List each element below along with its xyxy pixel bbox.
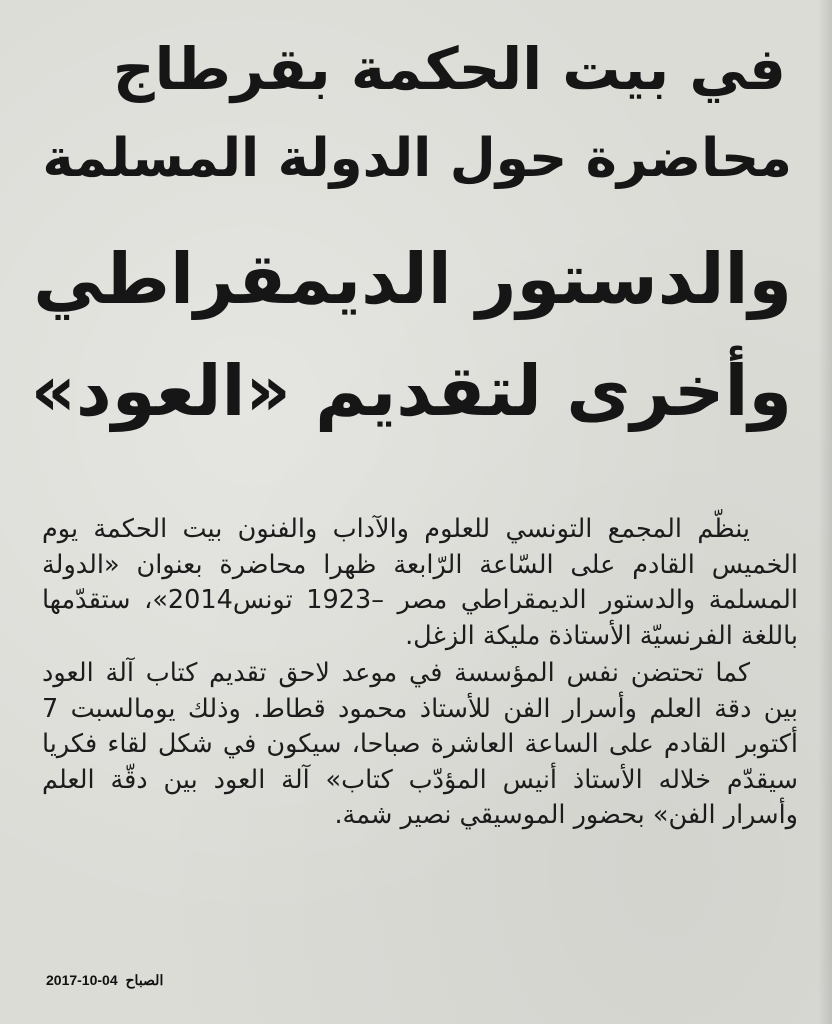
source-stamp: [46, 972, 163, 989]
article-paragraph-2: كما تحتضن نفس المؤسسة في موعد لاحق تقديم كتاب آلة العود بين دقة العلم وأسرار الفن للأستاذ محمود قطاط. وذلك يومالسبت 7 أكتوبر القادم على الساعة العاشرة صباحا، سيكون في شكل لقاء فكريا سيقدّم خلاله الأستاذ أنيس المؤدّب كتاب» آلة العود بين دقّة العلم وأسرار الفن» بحضور الموسيقي نصير شمة.: [42, 658, 798, 830]
source-date: 2017-10-04: [46, 972, 118, 988]
article-body: [42, 512, 798, 834]
headline-line-1: محاضرة حول الدولة المسلمة: [42, 128, 792, 189]
source-newspaper: الصباح: [125, 972, 164, 988]
article-kicker: في بيت الحكمة بقرطاج: [112, 35, 786, 103]
scan-edge-shadow: [818, 0, 832, 1024]
headline-line-2: والدستور الديمقراطي: [33, 238, 792, 320]
article-paragraph-1: ينظّم المجمع التونسي للعلوم والآداب والفنون بيت الحكمة يوم الخميس القادم على السّاعة الرّابعة ظهرا محاضرة بعنوان «الدولة المسلمة والدستور الديمقراطي مصر –1923 تونس2014»، ستقدّمها باللغة الفرنسيّة الأستاذة مليكة الزغل.: [42, 514, 799, 651]
headline-line-3: وأخرى لتقديم «العود»: [30, 350, 792, 432]
